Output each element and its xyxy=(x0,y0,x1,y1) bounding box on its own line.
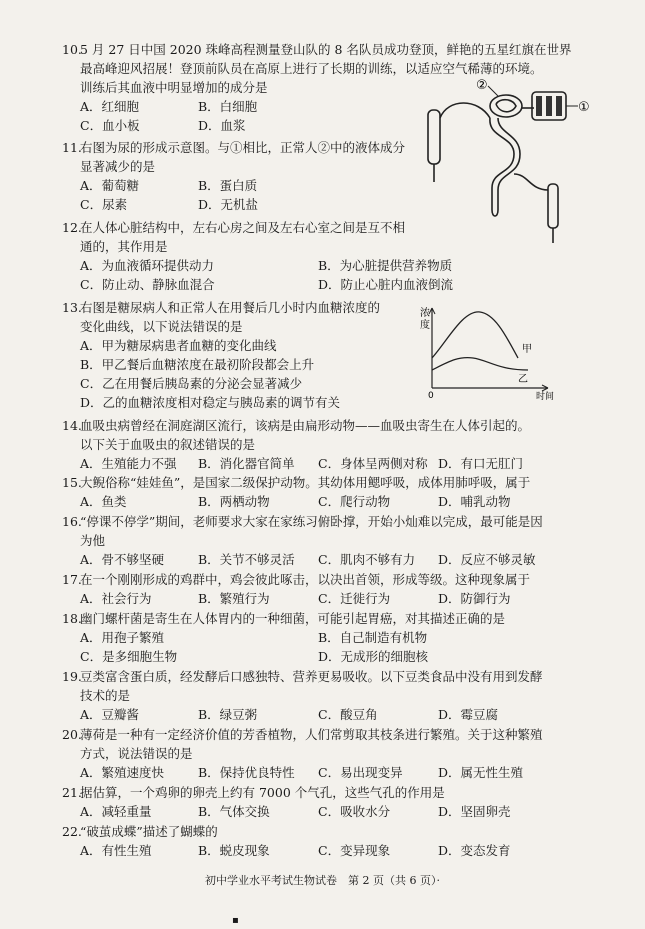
glomerulus xyxy=(490,95,522,117)
blood-sugar-chart xyxy=(418,300,568,400)
question-17: 17.在一个刚刚形成的鸡群中，鸡会彼此啄击，以决出首领，形成等级。这种现象属于 A．社会行为 B．繁殖行为 C．迁徙行为 D．防御行为 xyxy=(62,570,582,608)
tube-left xyxy=(428,110,440,164)
series-yi-label: 乙 xyxy=(518,374,528,385)
label-1: ① xyxy=(578,100,590,115)
options-row: A．骨不够坚硬 B．关节不够灵活 C．肌肉不够有力 D．反应不够灵敏 xyxy=(80,552,536,567)
label-2: ② xyxy=(476,78,488,93)
ylabel-1: 浓 xyxy=(420,308,430,319)
series-jia-label: 甲 xyxy=(522,344,532,355)
page-footer: 初中学业水平考试生物试卷 第 2 页（共 6 页）· xyxy=(205,874,440,887)
options-row: A．有性生殖 B．蜕皮现象 C．变异现象 D．变态发育 xyxy=(80,843,511,858)
series-yi-line xyxy=(432,358,528,370)
options-row: A．繁殖速度快 B．保持优良特性 C．易出现变异 D．属无性生殖 xyxy=(80,765,524,780)
nephron-diagram xyxy=(418,78,593,253)
options-row: A．豆瓣酱 B．绿豆粥 C．酸豆角 D．霉豆腐 xyxy=(80,707,499,722)
tube-bottom xyxy=(548,184,558,228)
question-20: 20.薄荷是一种有一定经济价值的芳香植物，人们常剪取其枝条进行繁殖。关于这种繁殖 方式，说法错误的是 A．繁殖速度快 B．保持优良特性 C．易出现变异 D．属无性生殖 xyxy=(62,725,582,782)
options-row: A．社会行为 B．繁殖行为 C．迁徙行为 D．防御行为 xyxy=(80,591,511,606)
question-19: 19.豆类富含蛋白质，经发酵后口感独特、营养更易吸收。以下豆类食品中没有用到发酵 技术的是 A．豆瓣酱 B．绿豆粥 C．酸豆角 D．霉豆腐 xyxy=(62,667,582,724)
options-row: C．尿素 D．无机盐 xyxy=(80,197,259,212)
question-10: 10.5 月 27 日中国 2020 珠峰高程测量登山队的 8 名队员成功登顶，鲜艳的五星红旗在世界 最高峰迎风招展！登顶前队员在高原上进行了长期的训练，以适应空气稀薄的环境。 训练后其血液中明显增加的成分是 A．红细胞 B．白细胞 C．血小板 D．血浆 xyxy=(62,40,582,135)
question-21: 21.据估算，一个鸡卵的卵壳上约有 7000 个气孔，这些气孔的作用是 A．减轻重量 B．气体交换 C．吸收水分 D．坚固卵壳 xyxy=(62,783,582,821)
series-jia-line xyxy=(432,312,518,358)
origin-label: 0 xyxy=(428,391,434,400)
ylabel-2: 度 xyxy=(420,320,430,331)
options-row: A．为血液循环提供动力 B．为心脏提供营养物质 xyxy=(80,258,453,273)
options-row: A．减轻重量 B．气体交换 C．吸收水分 D．坚固卵壳 xyxy=(80,804,511,819)
options-row: A．葡萄糖 B．蛋白质 xyxy=(80,178,258,193)
options-row: C．血小板 D．血浆 xyxy=(80,118,246,133)
options-row: A．生殖能力不强 B．消化器官简单 C．身体呈两侧对称 D．有口无肛门 xyxy=(80,456,524,471)
question-15: 15.大鲵俗称“娃娃鱼”，是国家二级保护动物。其幼体用鳃呼吸，成体用肺呼吸，属于 A．鱼类 B．两栖动物 C．爬行动物 D．哺乳动物 xyxy=(62,473,582,511)
question-13: 13.右图是糖尿病人和正常人在用餐后几小时内血糖浓度的 变化曲线，以下说法错误的是 A．甲为糖尿病患者血糖的变化曲线 B．甲乙餐后血糖浓度在最初阶段都会上升 C．乙在用餐后胰岛素的分泌会显著减少 D．乙的血糖浓度相对稳定与胰岛素的调节有关 xyxy=(62,300,381,410)
question-14: 14.血吸虫病曾经在洞庭湖区流行，该病是由扁形动物——血吸虫寄生在人体引起的。 以下关于血吸虫的叙述错误的是 A．生殖能力不强 B．消化器官简单 C．身体呈两侧对称 D．有口无肛门 xyxy=(62,416,582,473)
options-row: C．防止动、静脉血混合 D．防止心脏内血液倒流 xyxy=(80,277,454,292)
question-11: 11.右图为尿的形成示意图。与①相比，正常人②中的液体成分 显著减少的是 A．葡萄糖 B．蛋白质 C．尿素 D．无机盐 xyxy=(62,138,442,214)
question-16: 16.“停课不停学”期间，老师要求大家在家练习俯卧撑，开始小灿难以完成，最可能是因 为他 A．骨不够坚硬 B．关节不够灵活 C．肌肉不够有力 D．反应不够灵敏 xyxy=(62,512,582,569)
options-row: A．鱼类 B．两栖动物 C．爬行动物 D．哺乳动物 xyxy=(80,494,511,509)
question-22: 22.“破茧成蝶”描述了蝴蝶的 A．有性生殖 B．蜕皮现象 C．变异现象 D．变态发育 xyxy=(62,822,582,860)
xlabel: 时间 xyxy=(536,392,555,400)
bottom-mark: ▪ xyxy=(232,915,239,926)
options-row: C．是多细胞生物 D．无成形的细胞核 xyxy=(80,649,429,664)
options-row: A．用孢子繁殖 B．自己制造有机物 xyxy=(80,630,428,645)
question-18: 18.幽门螺杆菌是寄生在人体胃内的一种细菌，可能引起胃癌，对其描述正确的是 A．用孢子繁殖 B．自己制造有机物 C．是多细胞生物 D．无成形的细胞核 xyxy=(62,609,582,666)
options-row: A．红细胞 B．白细胞 xyxy=(80,99,258,114)
question-12: 12.在人体心脏结构中，左右心房之间及左右心室之间是互不相 通的，其作用是 A．为血液循环提供动力 B．为心脏提供营养物质 C．防止动、静脉血混合 D．防止心脏内血液倒流 xyxy=(62,218,582,294)
